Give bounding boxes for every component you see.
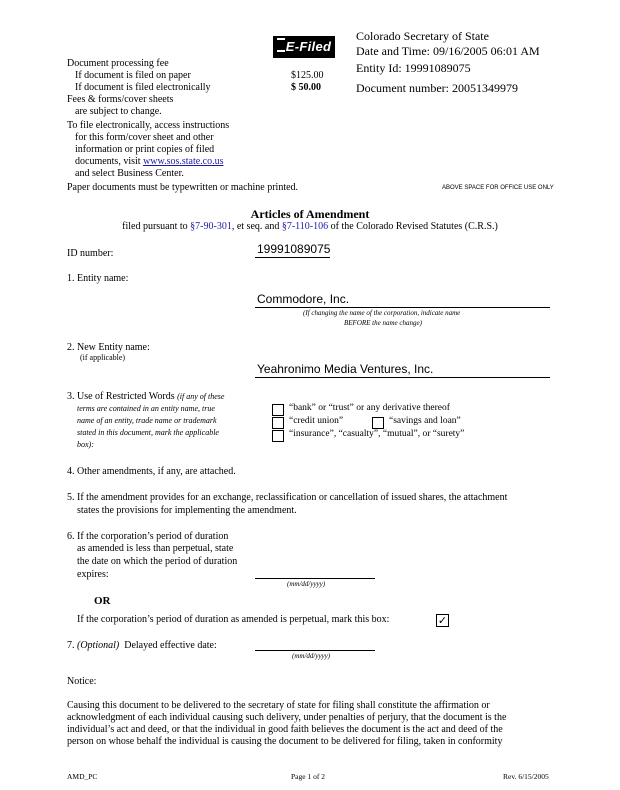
instructions-line4	[75, 156, 224, 167]
page-subtitle	[0, 221, 620, 232]
e-filed-logo-text: E-Filed	[285, 39, 332, 54]
insurance-checkbox[interactable]	[272, 430, 284, 442]
restricted-words-note-5: box):	[77, 440, 94, 449]
instructions-line5: and select Business Center.	[75, 168, 184, 179]
savings-loan-checkbox[interactable]	[372, 417, 384, 429]
item-7-label	[67, 640, 217, 651]
fees-forms-line2: are subject to change.	[75, 106, 162, 117]
bank-trust-checkbox[interactable]	[272, 404, 284, 416]
item-4-text: 4. Other amendments, if any, are attached.	[67, 466, 236, 477]
instructions-line1: To file electronically, access instructions	[67, 120, 230, 131]
expiration-date-field[interactable]	[255, 578, 375, 579]
expiration-date-hint: (mm/dd/yyyy)	[287, 580, 326, 588]
or-separator: OR	[94, 595, 111, 607]
restricted-words-note-3: name of an entity, trade name or trademark	[77, 416, 217, 425]
new-entity-name-label: 2. New Entity name:	[67, 342, 150, 353]
sos-website-link[interactable]: www.sos.state.co.us	[143, 156, 224, 167]
restricted-words-title: 3. Use of Restricted Words	[67, 391, 175, 402]
subtitle-mid: , et seq. and	[231, 221, 280, 232]
notice-line3: individual’s act and deed, or that the individual in good faith believes the document is the act and deed of the	[67, 724, 503, 735]
new-entity-name-value[interactable]: Yeahronimo Media Ventures, Inc.	[257, 362, 434, 376]
office-use-label: ABOVE SPACE FOR OFFICE USE ONLY	[442, 185, 554, 191]
fee-paper-amount: $125.00	[291, 70, 324, 81]
e-filed-logo	[273, 36, 335, 58]
fee-paper-label: If document is filed on paper	[75, 70, 191, 81]
fee-electronic-amount: $ 50.00	[291, 82, 321, 93]
statute-link-7-90-301[interactable]: §7-90-301	[190, 221, 232, 232]
item-5-line2: states the provisions for implementing the amendment.	[77, 505, 297, 516]
item-6-line1: 6. If the corporation’s period of duration	[67, 531, 229, 542]
notice-line2: acknowledgment of each individual causing such delivery, under penalties of perjury, that the document is the	[67, 712, 507, 723]
delayed-effective-date-field[interactable]	[255, 650, 375, 651]
perpetual-checkbox[interactable]: ✓	[437, 614, 448, 627]
restricted-words-note-2: terms are contained in an entity name, true	[77, 404, 215, 413]
instructions-line3: information or print copies of filed	[75, 144, 215, 155]
restricted-words-note-1: (if any of these	[177, 392, 225, 401]
restricted-words-label	[67, 391, 224, 402]
entity-name-note-1: (If changing the name of the corporation, indicate name	[303, 309, 461, 317]
entity-name-note-2: BEFORE the name change)	[344, 319, 422, 327]
document-number: Document number: 20051349979	[356, 81, 518, 95]
entity-name-label: 1. Entity name:	[67, 273, 129, 284]
savings-loan-label: “savings and loan”	[389, 416, 461, 426]
fees-forms-line1: Fees & forms/cover sheets	[67, 94, 174, 105]
entity-name-value[interactable]: Commodore, Inc.	[257, 292, 350, 306]
notice-line1: Causing this document to be delivered to the secretary of state for filing shall constitute the affirmation or	[67, 700, 490, 711]
notice-line4: person on whose behalf the individual is causing the document to be delivered for filing, taken in conformity	[67, 736, 503, 747]
id-number-label: ID number:	[67, 248, 114, 259]
credit-union-label: “credit union”	[289, 416, 344, 426]
notice-label: Notice:	[67, 676, 97, 687]
item-7-number: 7.	[67, 640, 75, 651]
item-6-line4: expires:	[77, 569, 109, 580]
bank-trust-label: “bank” or “trust” or any derivative thereof	[289, 403, 450, 413]
delayed-date-hint: (mm/dd/yyyy)	[292, 652, 331, 660]
restricted-words-note-4: stated in this document, mark the applicable	[77, 428, 219, 437]
insurance-label: “insurance”, “casualty”, “mutual”, or “surety”	[289, 429, 465, 439]
new-entity-name-sublabel: (if applicable)	[80, 353, 126, 362]
e-filed-mark-icon	[277, 38, 285, 52]
item-7-text: Delayed effective date:	[124, 640, 217, 651]
entity-name-underline	[255, 307, 550, 308]
subtitle-post: of the Colorado Revised Statutes (C.R.S.)	[330, 221, 498, 232]
credit-union-checkbox[interactable]	[272, 417, 284, 429]
id-number-value[interactable]: 19991089075	[257, 242, 331, 256]
office-name: Colorado Secretary of State	[356, 29, 489, 43]
footer-page-number: Page 1 of 2	[291, 772, 325, 781]
instructions-line2: for this form/cover sheet and other	[75, 132, 214, 143]
statute-link-7-110-106[interactable]: §7-110-106	[281, 221, 329, 232]
item-6-line3: the date on which the period of duration	[77, 556, 238, 567]
filing-date-time: Date and Time: 09/16/2005 06:01 AM	[356, 44, 540, 58]
entity-id: Entity Id: 19991089075	[356, 61, 471, 75]
perpetual-label: If the corporation’s period of duration as amended is perpetual, mark this box:	[77, 614, 390, 625]
subtitle-pre: filed pursuant to	[122, 221, 188, 232]
instructions-line4-text: documents, visit	[75, 156, 141, 167]
page-title: Articles of Amendment	[250, 207, 370, 221]
footer-revision: Rev. 6/15/2005	[503, 772, 549, 781]
item-6-line2: as amended is less than perpetual, state	[77, 543, 234, 554]
item-5-line1: 5. If the amendment provides for an exchange, reclassification or cancellation of issued shares, the attachment	[67, 492, 508, 503]
new-entity-name-underline	[255, 377, 550, 378]
footer-form-code: AMD_PC	[67, 772, 98, 781]
paper-note: Paper documents must be typewritten or machine printed.	[67, 182, 299, 193]
id-number-underline	[255, 257, 330, 258]
item-7-optional: (Optional)	[77, 640, 120, 651]
fee-electronic-label: If document is filed electronically	[75, 82, 211, 93]
fee-title: Document processing fee	[67, 58, 169, 69]
